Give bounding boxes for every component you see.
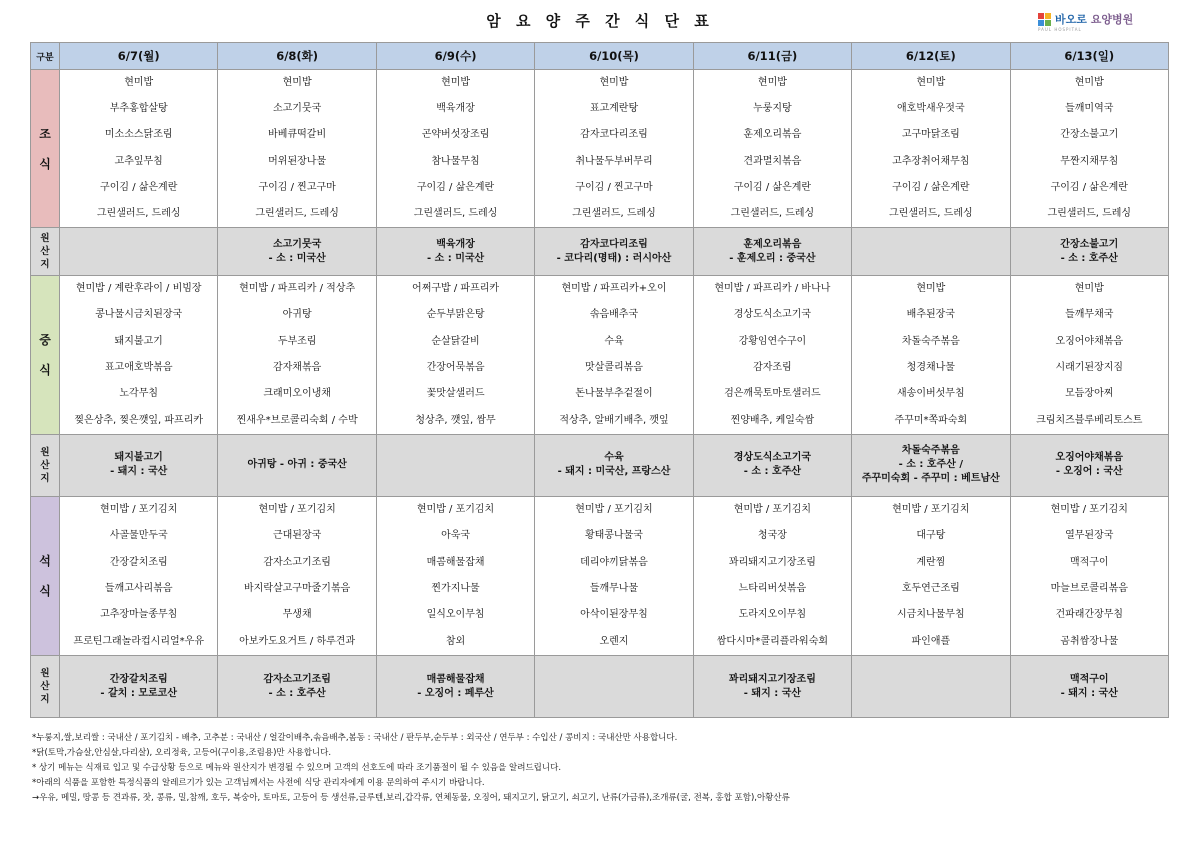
- menu-item: 견과멸치볶음: [743, 155, 802, 167]
- origin-line: 경상도식소고기국: [733, 452, 812, 464]
- origin-line: - 소 : 호주산: [743, 466, 802, 478]
- menu-item: 오징어야채볶음: [1055, 335, 1124, 347]
- day-header: 6/10(목): [535, 43, 693, 70]
- lunch-day-cell: [1010, 276, 1168, 435]
- origin-cell: [60, 656, 218, 718]
- origin-line: 간장갈치조림: [109, 673, 168, 685]
- origin-line: 간장소불고기: [1060, 238, 1119, 250]
- origin-line: - 소 : 호주산 /: [898, 459, 963, 471]
- menu-item: 현미밥 / 파프리카+오이: [561, 283, 667, 295]
- dinner-day-cell: [535, 496, 693, 655]
- origin-cell: [1010, 228, 1168, 276]
- menu-item: 꽈리돼지고기장조림: [728, 556, 816, 568]
- menu-item: 간장어묵볶음: [426, 362, 485, 374]
- lunch-row: [31, 276, 1169, 435]
- menu-item: 고추장마늘종무침: [100, 609, 178, 621]
- menu-item: 구이김 / 삶은계란: [416, 181, 495, 193]
- breakfast-label: 조 식: [31, 70, 60, 228]
- menu-item: 현미밥 / 포기김치: [892, 503, 970, 515]
- dinner-day-cell: [693, 496, 851, 655]
- dinner-day-cell: [852, 496, 1010, 655]
- menu-item: 순두부맑은탕: [426, 309, 485, 321]
- weekly-menu-table: [30, 42, 1169, 718]
- origin-line: 감자소고기조림: [263, 673, 331, 685]
- menu-item: 그린샐러드, 드레싱: [413, 207, 498, 219]
- menu-item: 구이김 / 찐고구마: [575, 181, 653, 193]
- menu-item: 들깨미역국: [1065, 103, 1114, 115]
- menu-item: 현미밥: [441, 77, 471, 88]
- menu-item: 감자조림: [753, 362, 792, 374]
- menu-item: 꽃맛살샐러드: [426, 388, 485, 400]
- menu-item: 청국장: [757, 530, 787, 542]
- menu-item: 차돌숙주볶음: [901, 335, 960, 347]
- menu-item: 현미밥 / 파프리카 / 적상추: [239, 283, 356, 295]
- lunch-day-cell: [535, 276, 693, 435]
- breakfast-day-cell: [852, 70, 1010, 228]
- menu-item: 그린샐러드, 드레싱: [572, 207, 656, 219]
- menu-item: 무생채: [282, 609, 312, 621]
- menu-item: 구이김 / 삶은계란: [100, 181, 178, 193]
- origin-line: 맥적구이: [1069, 673, 1109, 685]
- menu-item: 적상추, 알배기배추, 깻잎: [559, 414, 669, 426]
- dinner-day-cell: [218, 496, 376, 655]
- menu-item: 파인애플: [911, 635, 951, 647]
- origin-cell: [60, 228, 218, 276]
- day-header: 6/13(일): [1010, 43, 1168, 70]
- menu-item: 아욱국: [441, 530, 471, 542]
- menu-item: 부추홍합살탕: [109, 103, 168, 115]
- menu-item: 미소소스닭조림: [104, 129, 173, 141]
- menu-item: 표고애호박볶음: [104, 362, 173, 374]
- menu-item: 표고계란탕: [589, 103, 639, 115]
- origin-line: 꽈리돼지고기장조림: [728, 673, 816, 685]
- menu-item: 솎음배추국: [589, 309, 639, 321]
- breakfast-origin-row: [31, 228, 1169, 276]
- menu-item: 모듬장아찌: [1065, 388, 1114, 400]
- footnote: →우유, 메밀, 땅콩 등 견과류, 잣, 콩류, 밀,참깨, 호두, 복숭아, 토마토, 고등어 등 생선류,글루텐,보리,갑각류, 연체동물, 오징어, 돼지고기, 닭고기, 쇠고기, 난류(가금류),조개류(굴, 전복, 홍합 포함),아황산류: [32, 793, 790, 803]
- origin-cell: [852, 228, 1010, 276]
- menu-item: 그린샐러드, 드레싱: [730, 207, 815, 219]
- menu-item: 찐가지나물: [431, 583, 480, 595]
- lunch-day-cell: [60, 276, 218, 435]
- menu-item: 어쩌구밥 / 파프리카: [412, 283, 500, 295]
- menu-item: 수육: [604, 335, 624, 347]
- menu-item: 현미밥: [916, 77, 946, 88]
- origin-line: 아귀탕 - 아귀 : 중국산: [247, 459, 347, 471]
- day-header: 6/11(금): [693, 43, 851, 70]
- menu-item: 애호박새우젓국: [897, 103, 965, 115]
- menu-item: 일식오이무침: [426, 609, 485, 621]
- lunch-origin-row: [31, 434, 1169, 496]
- origin-line: 수육: [604, 452, 624, 464]
- menu-item: 간장갈치조림: [109, 556, 168, 568]
- menu-item: 찐새우*브로콜리숙회 / 수박: [236, 414, 358, 426]
- menu-item: 누룽지탕: [753, 103, 792, 115]
- origin-cell: [376, 656, 534, 718]
- origin-line: - 돼지 : 미국산, 프랑스산: [557, 466, 671, 478]
- menu-item: 현미밥 / 포기김치: [416, 503, 495, 515]
- menu-item: 들깨무나물: [589, 583, 639, 595]
- corner-header: 구분: [31, 43, 60, 70]
- menu-item: 현미밥 / 포기김치: [1050, 503, 1128, 515]
- origin-label: 원 산 지: [31, 228, 60, 276]
- menu-item: 훈제오리볶음: [743, 129, 802, 141]
- origin-line: - 훈제오리 : 중국산: [729, 252, 816, 264]
- menu-item: 들깨고사리볶음: [104, 583, 173, 595]
- menu-item: 바지락살고구마줄기볶음: [244, 583, 351, 595]
- menu-item: 강황임연수구이: [738, 335, 807, 347]
- menu-item: 데리야끼닭볶음: [580, 556, 648, 568]
- origin-cell: [693, 434, 851, 496]
- menu-item: 머위된장나물: [268, 155, 327, 167]
- origin-label: 원 산 지: [31, 656, 60, 718]
- menu-item: 청경채나물: [906, 362, 955, 374]
- origin-line: 오징어야채볶음: [1055, 452, 1124, 464]
- day-header: 6/8(화): [218, 43, 376, 70]
- menu-item: 프로틴그래놀라컵시리얼*우유: [73, 635, 204, 647]
- header-row: [31, 43, 1169, 70]
- menu-item: 마늘브로콜리볶음: [1050, 583, 1128, 595]
- menu-item: 근대된장국: [272, 530, 322, 542]
- menu-item: 현미밥 / 파프리카 / 바나나: [714, 283, 831, 295]
- menu-item: 크래미오이냉채: [263, 388, 331, 400]
- menu-item: 구이김 / 삶은계란: [892, 181, 970, 193]
- logo-text: 바오로 요양병원: [1055, 13, 1134, 26]
- menu-item: 맛살콜리볶음: [584, 362, 643, 374]
- origin-line: 감자코다리조림: [580, 238, 648, 250]
- hospital-logo: [1038, 10, 1133, 28]
- breakfast-day-cell: [60, 70, 218, 228]
- footnotes: [32, 731, 1172, 806]
- origin-line: - 코다리(명태) : 러시아산: [556, 252, 672, 264]
- footnote: * 상기 메뉴는 식재료 입고 및 수급상황 등으로 메뉴와 원산지가 변경될 수 있으며 고객의 선호도에 따라 조기품절이 될 수 있음을 알려드립니다.: [32, 763, 562, 773]
- menu-item: 그린샐러드, 드레싱: [96, 207, 181, 219]
- origin-cell: [376, 434, 534, 496]
- origin-line: 돼지불고기: [114, 452, 163, 464]
- menu-item: 참외: [445, 635, 466, 647]
- menu-item: 순살닭갈비: [431, 335, 480, 347]
- origin-cell: [535, 228, 693, 276]
- menu-item: 황태콩나물국: [584, 530, 643, 542]
- menu-item: 고추잎무침: [114, 155, 163, 167]
- day-header: 6/7(월): [60, 43, 218, 70]
- menu-item: 도라지오이무침: [738, 609, 807, 621]
- menu-item: 현미밥: [1074, 77, 1104, 88]
- breakfast-day-cell: [535, 70, 693, 228]
- menu-item: 현미밥 / 포기김치: [575, 503, 653, 515]
- menu-item: 곰취쌈장나물: [1060, 635, 1119, 647]
- menu-item: 현미밥: [916, 283, 946, 295]
- origin-line: - 소 : 미국산: [268, 252, 326, 264]
- menu-item: 현미밥: [1074, 283, 1104, 295]
- menu-item: 현미밥: [599, 77, 629, 88]
- origin-cell: [535, 434, 693, 496]
- footnote: *닭(토막,가슴살,안심살,다리살), 오리정육, 고등어(구이용,조림용)만 사용합니다.: [32, 748, 332, 758]
- menu-item: 현미밥 / 계란후라이 / 비빔장: [75, 283, 202, 295]
- menu-item: 구이김 / 삶은계란: [733, 181, 812, 193]
- origin-cell: [218, 656, 376, 718]
- menu-item: 배추된장국: [906, 309, 955, 321]
- menu-item: 경상도식소고기국: [733, 309, 812, 321]
- menu-item: 새송이버섯무침: [897, 388, 965, 400]
- breakfast-day-cell: [376, 70, 534, 228]
- menu-item: 매콤해물잡채: [426, 556, 485, 568]
- origin-label: 원 산 지: [31, 434, 60, 496]
- menu-item: 아귀탕: [282, 309, 312, 321]
- menu-item: 맥적구이: [1069, 556, 1109, 568]
- menu-item: 느타리버섯볶음: [738, 583, 807, 595]
- menu-item: 현미밥: [124, 77, 154, 88]
- origin-line: 소고기뭇국: [272, 238, 322, 250]
- menu-item: 돼지불고기: [114, 335, 163, 347]
- origin-line: 매콤해물잡채: [426, 673, 485, 685]
- menu-item: 고구마닭조림: [901, 129, 960, 141]
- menu-item: 노각무침: [119, 388, 159, 400]
- breakfast-day-cell: [693, 70, 851, 228]
- menu-item: 주꾸미*쪽파숙회: [894, 414, 968, 426]
- origin-line: - 소 : 호주산: [1060, 252, 1118, 264]
- footnote: *아래의 식품을 포함한 특정식품의 알레르기가 있는 고객님께서는 사전에 식당 관리자에게 이용 문의하여 주시기 바랍니다.: [32, 778, 485, 788]
- menu-item: 사골물만두국: [109, 530, 168, 542]
- menu-item: 현미밥 / 포기김치: [100, 503, 178, 515]
- menu-item: 취나물두부버무리: [575, 155, 653, 167]
- menu-item: 감자코다리조림: [580, 129, 648, 141]
- origin-cell: [852, 434, 1010, 496]
- menu-item: 참나물무침: [431, 155, 480, 167]
- menu-item: 무짠지채무침: [1060, 155, 1119, 167]
- menu-item: 바베큐떡갈비: [268, 129, 327, 141]
- lunch-day-cell: [693, 276, 851, 435]
- origin-line: - 소 : 호주산: [268, 687, 326, 699]
- dinner-day-cell: [60, 496, 218, 655]
- menu-item: 시금치나물무침: [897, 609, 965, 621]
- menu-item: 들깨무채국: [1065, 309, 1114, 321]
- origin-line: - 오징어 : 국산: [1055, 466, 1123, 478]
- menu-item: 콩나물시금치된장국: [95, 309, 183, 321]
- origin-cell: [376, 228, 534, 276]
- lunch-day-cell: [218, 276, 376, 435]
- menu-item: 돈나물부추겉절이: [575, 388, 653, 400]
- menu-item: 현미밥 / 포기김치: [258, 503, 336, 515]
- menu-item: 그린샐러드, 드레싱: [255, 207, 339, 219]
- origin-line: - 돼지 : 국산: [110, 466, 168, 478]
- lunch-day-cell: [852, 276, 1010, 435]
- lunch-label: 중 식: [31, 276, 60, 435]
- origin-cell: [1010, 434, 1168, 496]
- menu-item: 고추장취어채무침: [892, 155, 970, 167]
- menu-item: 계란찜: [916, 556, 946, 568]
- menu-item: 찐양배추, 케일숙쌈: [730, 414, 815, 426]
- page-title: 암 요 양 주 간 식 단 표: [486, 12, 714, 30]
- menu-item: 간장소불고기: [1060, 129, 1119, 141]
- logo-subtext: PAUL HOSPITAL: [1038, 27, 1082, 32]
- origin-line: - 돼지 : 국산: [1060, 687, 1118, 699]
- menu-item: 곤약버섯장조림: [421, 129, 490, 141]
- breakfast-row: [31, 70, 1169, 228]
- origin-cell: [693, 656, 851, 718]
- origin-cell: [60, 434, 218, 496]
- menu-item: 청상추, 깻잎, 쌈무: [415, 414, 496, 426]
- origin-line: 차돌숙주볶음: [901, 445, 960, 457]
- menu-item: 구이김 / 삶은계란: [1050, 181, 1128, 193]
- origin-cell: [535, 656, 693, 718]
- menu-item: 검은깨묵토마토샐러드: [724, 388, 821, 400]
- menu-item: 아보카도요거트 / 하루견과: [239, 635, 356, 647]
- day-header: 6/12(토): [852, 43, 1010, 70]
- dinner-origin-row: [31, 656, 1169, 718]
- origin-line: 주꾸미숙회 - 주꾸미 : 베트남산: [861, 473, 1000, 485]
- menu-item: 쌈다시마*콜리플라워숙회: [716, 635, 829, 647]
- logo-icon: [1038, 13, 1051, 26]
- menu-item: 구이김 / 찐고구마: [258, 181, 336, 193]
- dinner-day-cell: [1010, 496, 1168, 655]
- origin-cell: [1010, 656, 1168, 718]
- origin-cell: [693, 228, 851, 276]
- menu-item: 그린샐러드, 드레싱: [889, 207, 973, 219]
- origin-cell: [218, 228, 376, 276]
- origin-line: 백육개장: [436, 238, 475, 250]
- menu-item: 감자소고기조림: [263, 556, 331, 568]
- menu-item: 대구탕: [916, 530, 946, 542]
- menu-item: 오렌지: [599, 635, 629, 647]
- menu-item: 현미밥: [757, 77, 787, 88]
- origin-cell: [852, 656, 1010, 718]
- menu-item: 호두연근조림: [901, 583, 960, 595]
- breakfast-day-cell: [218, 70, 376, 228]
- breakfast-day-cell: [1010, 70, 1168, 228]
- menu-item: 백육개장: [436, 103, 475, 115]
- menu-item: 현미밥: [282, 77, 312, 88]
- origin-line: - 갈치 : 모로코산: [100, 687, 177, 699]
- footnote: *누룽지,쌀,보리쌀 : 국내산 / 포기김치 - 배추, 고추분 : 국내산 / 얼갈이배추,솎음배추,봄동 : 국내산 / 판두부,순두부 : 외국산 / 연두부 : 수입산 / 콩비지 : 국내산만 사용합니다.: [32, 733, 678, 743]
- menu-item: 소고기뭇국: [272, 103, 322, 115]
- dinner-day-cell: [376, 496, 534, 655]
- day-header: 6/9(수): [376, 43, 534, 70]
- origin-line: - 오징어 : 페루산: [417, 687, 494, 699]
- menu-item: 크림치즈블루베리토스트: [1036, 414, 1143, 426]
- menu-item: 그린샐러드, 드레싱: [1047, 207, 1132, 219]
- menu-item: 건파래간장무침: [1055, 609, 1124, 621]
- menu-item: 두부조림: [277, 335, 317, 347]
- origin-line: - 돼지 : 국산: [743, 687, 802, 699]
- origin-line: - 소 : 미국산: [426, 252, 485, 264]
- menu-item: 열무된장국: [1065, 530, 1114, 542]
- menu-item: 현미밥 / 포기김치: [733, 503, 812, 515]
- dinner-label: 석 식: [31, 496, 60, 655]
- lunch-day-cell: [376, 276, 534, 435]
- origin-cell: [218, 434, 376, 496]
- dinner-row: [31, 496, 1169, 655]
- menu-item: 시래기된장지짐: [1055, 362, 1124, 374]
- menu-item: 찢은상추, 찢은깻잎, 파프리카: [74, 414, 204, 426]
- menu-item: 감자채볶음: [272, 362, 322, 374]
- menu-item: 아삭이된장무침: [580, 609, 648, 621]
- origin-line: 훈제오리볶음: [743, 238, 802, 250]
